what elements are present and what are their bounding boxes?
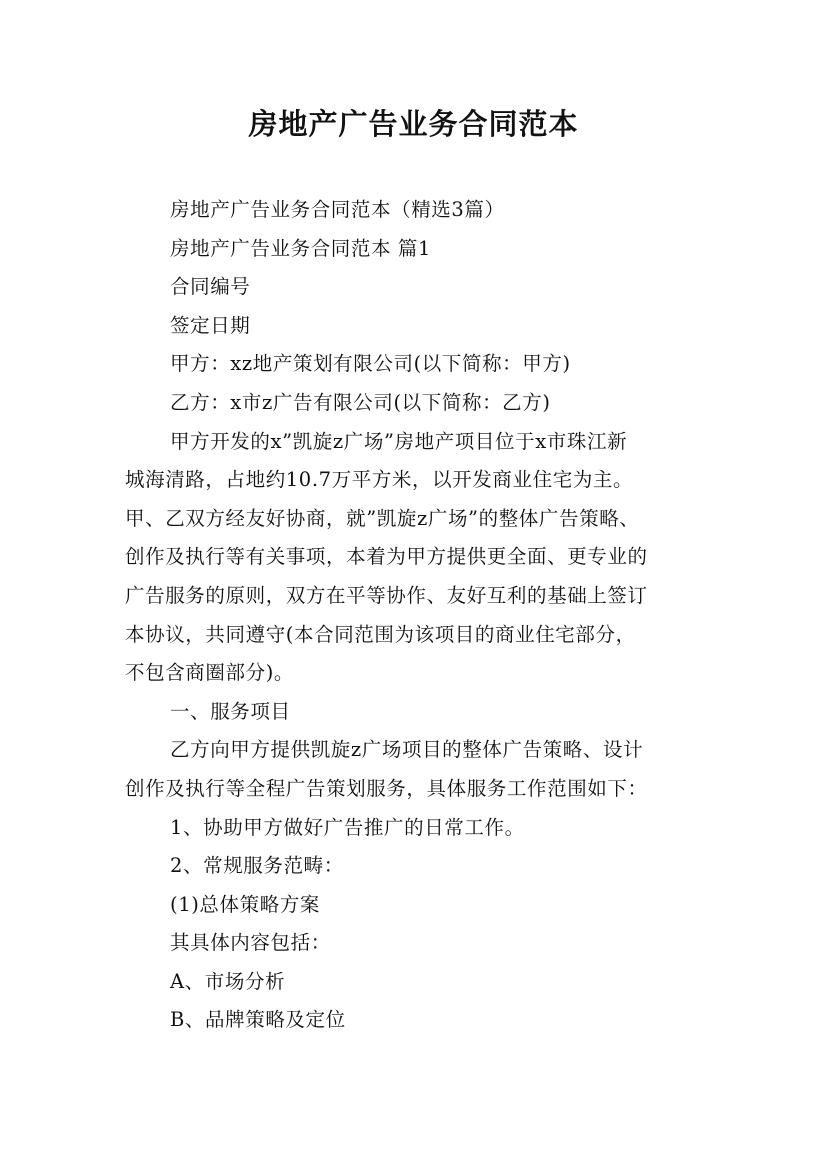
body-line: 不包含商圈部分)。 <box>125 661 295 685</box>
body-line: A、市场分析 <box>170 969 286 993</box>
body-line: 房地产广告业务合同范本（精选3篇） <box>170 198 505 221</box>
body-line: 合同编号 <box>170 275 251 299</box>
body-line: 创作及执行等有关事项，本着为甲方提供更全面、更专业的 <box>125 545 648 569</box>
body-line: 2、常规服务范畴： <box>170 854 344 878</box>
body-line: 甲方开发的x”凯旋z广场”房地产项目位于x市珠江新 <box>170 429 628 453</box>
body-line: (1)总体策略方案 <box>170 892 321 916</box>
body-line: 其具体内容包括： <box>170 931 331 955</box>
body-line: 本协议，共同遵守(本合同范围为该项目的商业住宅部分， <box>125 622 636 646</box>
body-line: 一、服务项目 <box>170 699 291 723</box>
body-line: 广告服务的原则，双方在平等协作、友好互利的基础上签订 <box>125 583 648 607</box>
body-line: 签定日期 <box>170 313 251 337</box>
body-line: 创作及执行等全程广告策划服务，具体服务工作范围如下： <box>125 776 648 800</box>
body-line: 甲方：xz地产策划有限公司(以下简称：甲方) <box>170 352 571 376</box>
body-line: 甲、乙双方经友好协商，就”凯旋z广场”的整体广告策略、 <box>125 506 640 530</box>
body-line: 城海清路，占地约10.7万平方米，以开发商业住宅为主。 <box>125 468 634 492</box>
body-line: B、品牌策略及定位 <box>170 1008 346 1032</box>
body-line: 乙方：x市z广告有限公司(以下简称：乙方) <box>170 390 551 414</box>
body-line: 房地产广告业务合同范本 篇1 <box>170 236 432 260</box>
document-body <box>125 191 725 1040</box>
document-title: 房地产广告业务合同范本 <box>248 107 579 141</box>
body-line: 乙方向甲方提供凯旋z广场项目的整体广告策略、设计 <box>170 738 644 762</box>
body-line: 1、协助甲方做好广告推广的日常工作。 <box>170 815 525 839</box>
